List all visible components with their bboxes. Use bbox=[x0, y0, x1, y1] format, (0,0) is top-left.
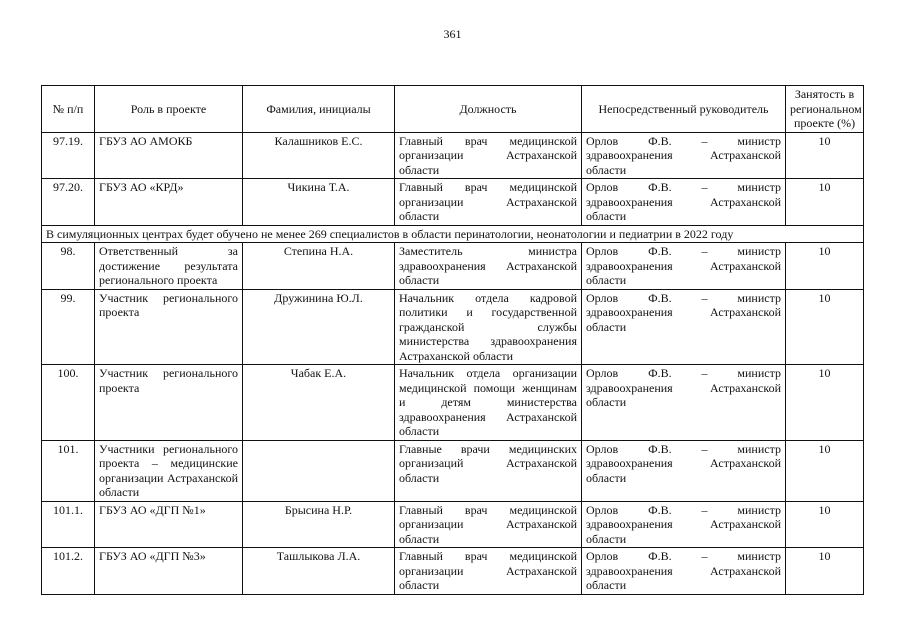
header-supervisor: Непосредственный руководитель bbox=[582, 86, 786, 133]
table-row bbox=[42, 501, 864, 548]
header-employment: Занятость в региональном проекте (%) bbox=[786, 86, 864, 133]
row-name: Дружинина Ю.Л. bbox=[243, 289, 395, 365]
row-role: Участники регионального проекта – медицинские организации Астраханской области bbox=[95, 440, 243, 501]
row-employment: 10 bbox=[786, 365, 864, 441]
project-team-table bbox=[41, 85, 864, 595]
row-position: Главные врачи медицинских организаций Астраханской области bbox=[395, 440, 582, 501]
row-role: Ответственный за достижение результата регионального проекта bbox=[95, 243, 243, 290]
table-row bbox=[42, 440, 864, 501]
row-supervisor: Орлов Ф.В. – министр здравоохранения Астраханской области bbox=[582, 501, 786, 548]
row-position: Главный врач медицинской организации Астраханской области bbox=[395, 501, 582, 548]
row-name: Калашников Е.С. bbox=[243, 132, 395, 179]
row-num: 101. bbox=[42, 440, 95, 501]
row-role: Участник регионального проекта bbox=[95, 289, 243, 365]
table-row bbox=[42, 179, 864, 226]
row-employment: 10 bbox=[786, 501, 864, 548]
header-role: Роль в проекте bbox=[95, 86, 243, 133]
table-row bbox=[42, 365, 864, 441]
row-position: Главный врач медицинской организации Астраханской области bbox=[395, 548, 582, 595]
header-position: Должность bbox=[395, 86, 582, 133]
row-num: 97.19. bbox=[42, 132, 95, 179]
row-supervisor: Орлов Ф.В. – министр здравоохранения Астраханской области bbox=[582, 548, 786, 595]
row-supervisor: Орлов Ф.В. – министр здравоохранения Астраханской области bbox=[582, 365, 786, 441]
row-supervisor: Орлов Ф.В. – министр здравоохранения Астраханской области bbox=[582, 289, 786, 365]
row-name bbox=[243, 440, 395, 501]
row-supervisor: Орлов Ф.В. – министр здравоохранения Астраханской области bbox=[582, 440, 786, 501]
header-name: Фамилия, инициалы bbox=[243, 86, 395, 133]
section-row bbox=[42, 225, 864, 243]
row-position: Заместитель министра здравоохранения Астраханской области bbox=[395, 243, 582, 290]
row-role: ГБУЗ АО «ДГП №3» bbox=[95, 548, 243, 595]
table-row bbox=[42, 243, 864, 290]
row-role: ГБУЗ АО АМОКБ bbox=[95, 132, 243, 179]
row-role: ГБУЗ АО «ДГП №1» bbox=[95, 501, 243, 548]
row-name: Ташлыкова Л.А. bbox=[243, 548, 395, 595]
row-num: 101.1. bbox=[42, 501, 95, 548]
table-row bbox=[42, 289, 864, 365]
row-role: ГБУЗ АО «КРД» bbox=[95, 179, 243, 226]
table-row bbox=[42, 548, 864, 595]
row-role: Участник регионального проекта bbox=[95, 365, 243, 441]
row-num: 99. bbox=[42, 289, 95, 365]
row-employment: 10 bbox=[786, 440, 864, 501]
row-position: Главный врач медицинской организации Астраханской области bbox=[395, 179, 582, 226]
section-text: В симуляционных центрах будет обучено не менее 269 специалистов в области перинатологии, неонатологии и педиатрии в 2022 году bbox=[42, 225, 864, 243]
row-supervisor: Орлов Ф.В. – министр здравоохранения Астраханской области bbox=[582, 132, 786, 179]
row-num: 101.2. bbox=[42, 548, 95, 595]
row-name: Брысина Н.Р. bbox=[243, 501, 395, 548]
page-number: 361 bbox=[443, 27, 462, 41]
row-employment: 10 bbox=[786, 132, 864, 179]
row-num: 97.20. bbox=[42, 179, 95, 226]
row-employment: 10 bbox=[786, 548, 864, 595]
row-position: Главный врач медицинской организации Астраханской области bbox=[395, 132, 582, 179]
row-num: 98. bbox=[42, 243, 95, 290]
row-name: Степина Н.А. bbox=[243, 243, 395, 290]
table-row bbox=[42, 132, 864, 179]
row-employment: 10 bbox=[786, 179, 864, 226]
header-num: № п/п bbox=[42, 86, 95, 133]
row-name: Чикина Т.А. bbox=[243, 179, 395, 226]
row-supervisor: Орлов Ф.В. – министр здравоохранения Астраханской области bbox=[582, 179, 786, 226]
row-supervisor: Орлов Ф.В. – министр здравоохранения Астраханской области bbox=[582, 243, 786, 290]
row-employment: 10 bbox=[786, 243, 864, 290]
row-position: Начальник отдела кадровой политики и государственной гражданской службы министерства здравоохранения Астраханской области bbox=[395, 289, 582, 365]
row-position: Начальник отдела организации медицинской помощи женщинам и детям министерства здравоохранения Астраханской области bbox=[395, 365, 582, 441]
table-header-row bbox=[42, 86, 864, 133]
row-num: 100. bbox=[42, 365, 95, 441]
row-employment: 10 bbox=[786, 289, 864, 365]
row-name: Чабак Е.А. bbox=[243, 365, 395, 441]
